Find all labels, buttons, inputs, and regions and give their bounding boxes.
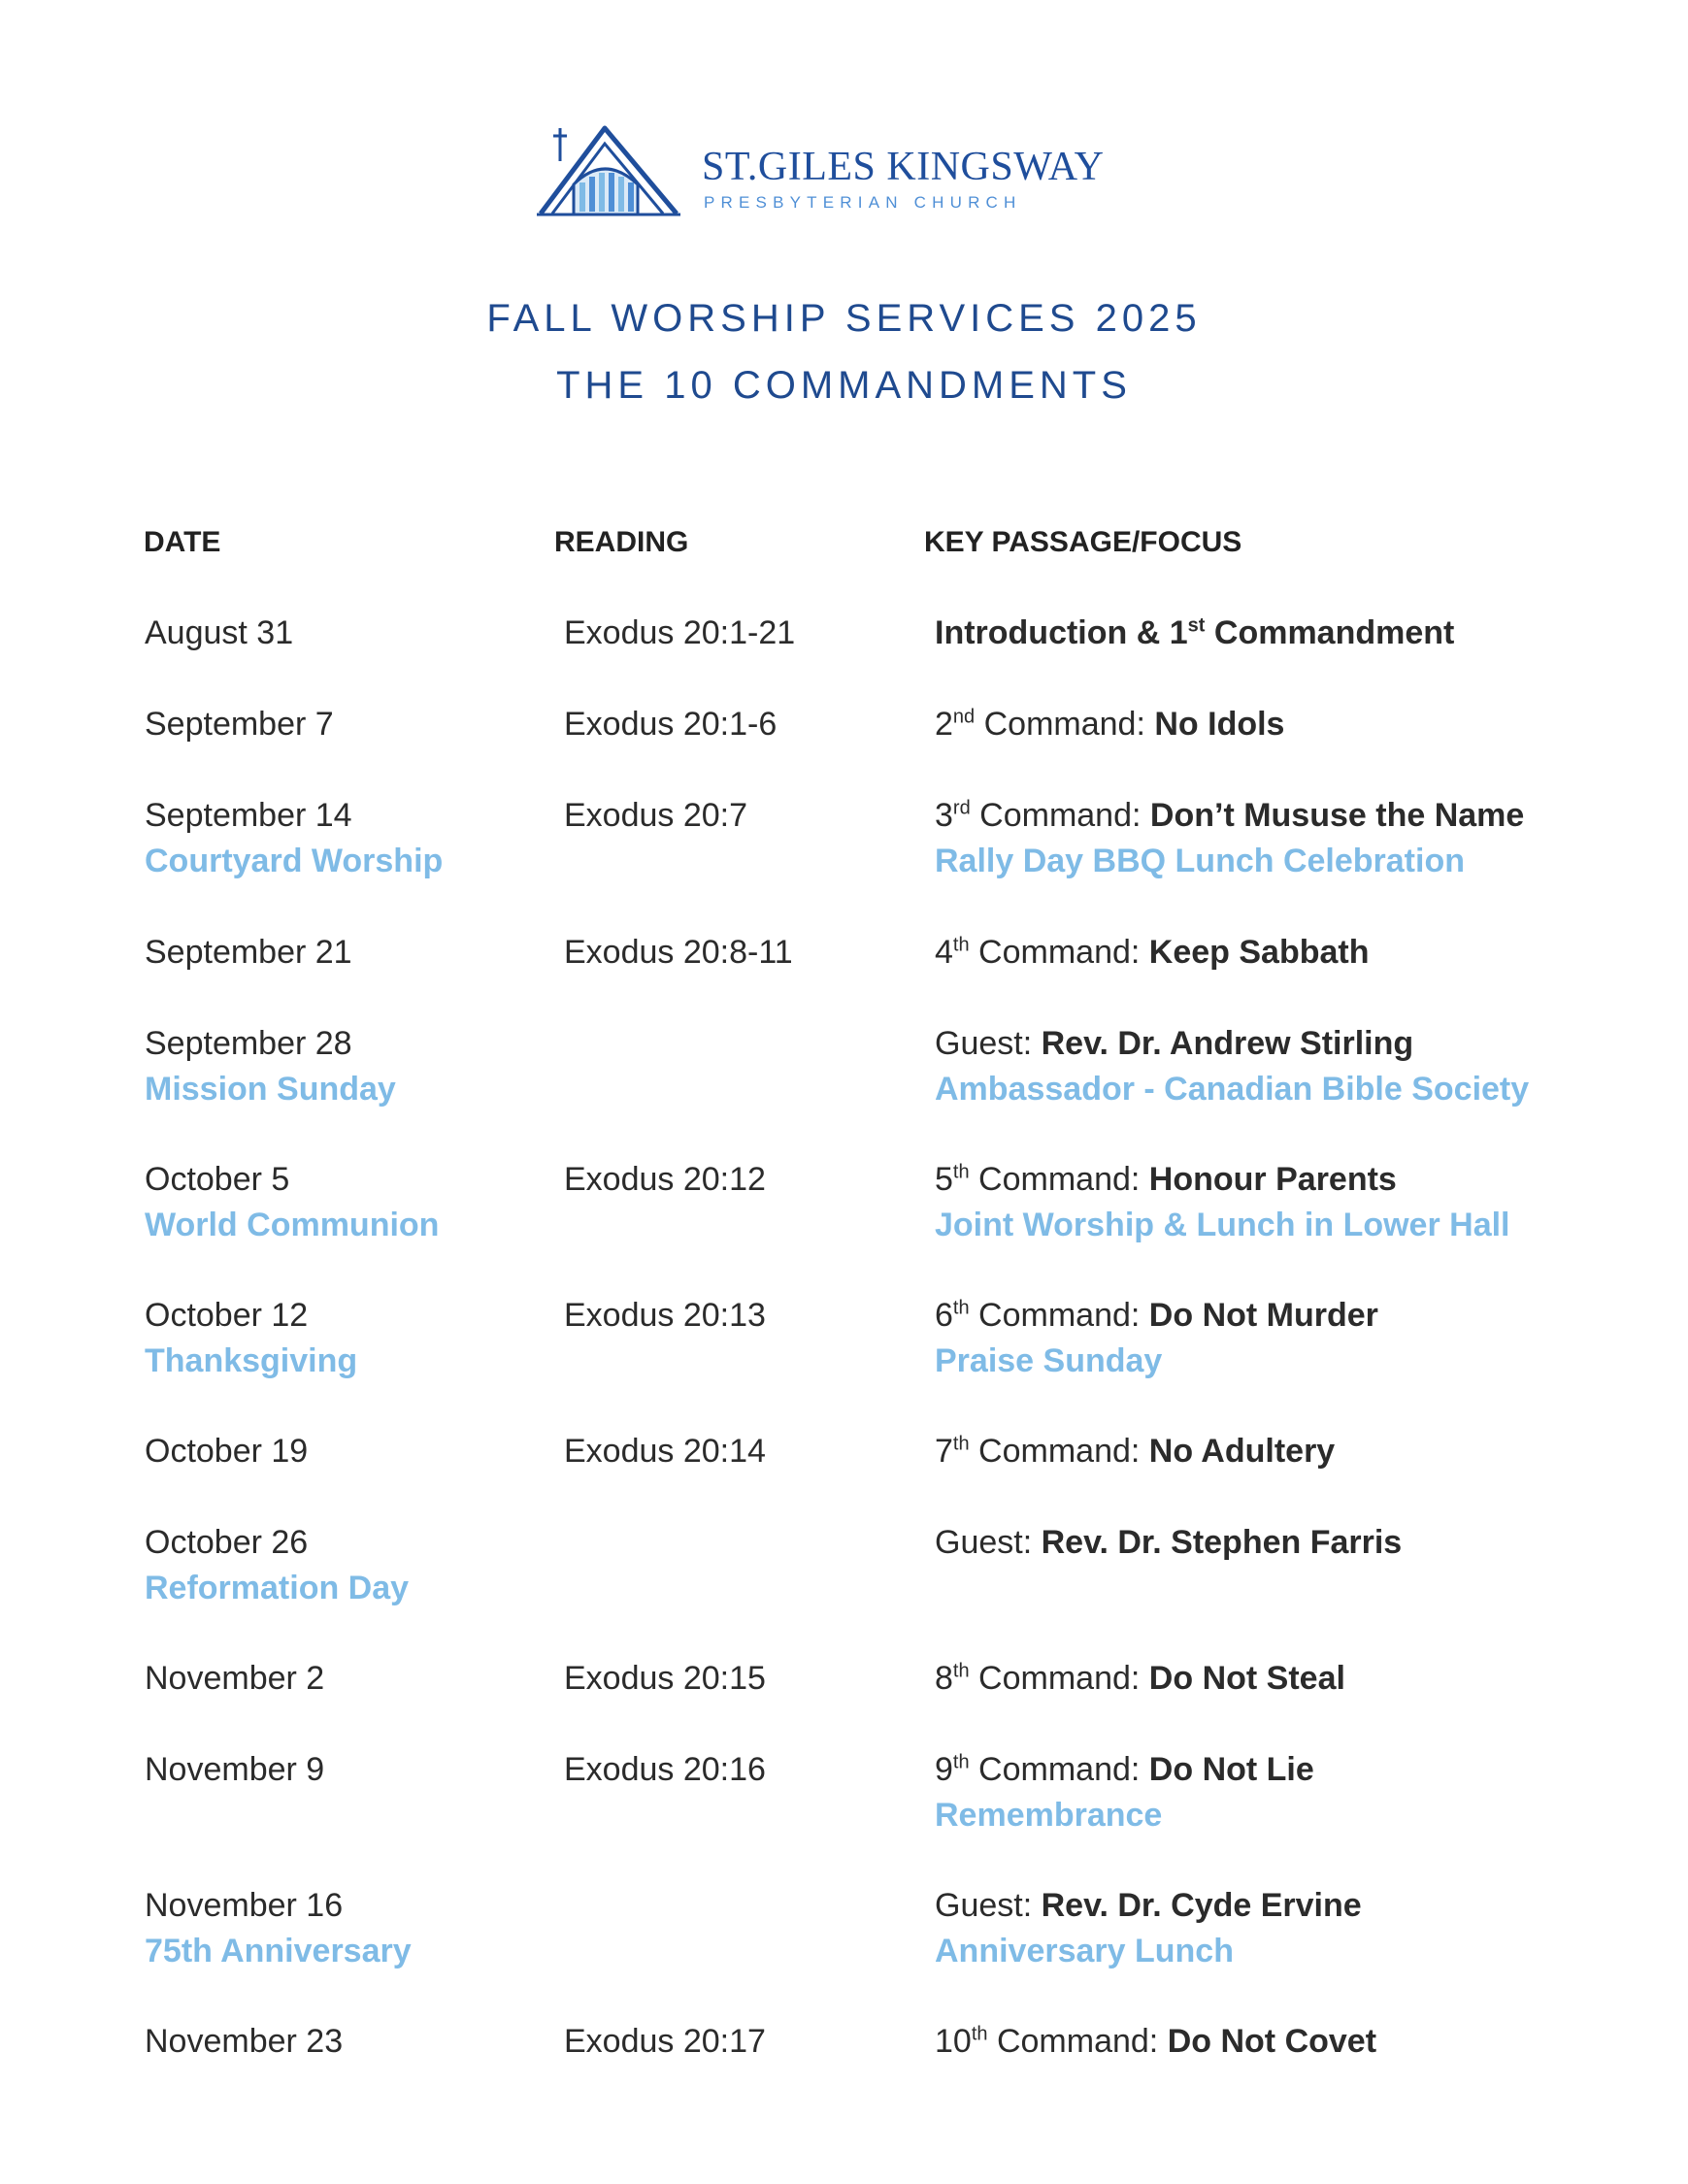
- focus-note: Joint Worship & Lunch in Lower Hall: [935, 1207, 1510, 1243]
- schedule-row: [0, 793, 1688, 880]
- focus-prefix: Command:: [987, 2023, 1168, 2060]
- focus: [935, 1656, 1345, 1702]
- reading: Exodus 20:1-6: [564, 706, 778, 743]
- reading: Exodus 20:7: [564, 797, 748, 834]
- focus-text: Rev. Dr. Stephen Farris: [1041, 1524, 1403, 1561]
- focus-text: Rev. Dr. Andrew Stirling: [1041, 1025, 1414, 1062]
- focus-text: Commandment: [1205, 614, 1455, 651]
- church-building-icon: [537, 124, 682, 217]
- focus-text: Do Not Lie: [1148, 1751, 1314, 1788]
- column-header-reading: READING: [554, 526, 689, 558]
- page-subtitle: THE 10 COMMANDMENTS: [556, 364, 1132, 407]
- focus-prefix: Command:: [975, 706, 1155, 743]
- command-number: 7: [935, 1433, 953, 1470]
- schedule-row: [0, 611, 1688, 698]
- focus: [935, 1520, 1402, 1566]
- date-text: October 26: [145, 1524, 309, 1561]
- focus-prefix: Guest:: [935, 1524, 1042, 1561]
- focus: [935, 611, 1454, 656]
- focus-prefix: Command:: [969, 1433, 1149, 1470]
- schedule-row: [0, 1157, 1688, 1244]
- service-date: [145, 611, 293, 656]
- service-date: [145, 1429, 308, 1474]
- command-number: 6: [935, 1297, 953, 1334]
- focus-text: Do Not Murder: [1148, 1297, 1378, 1334]
- ordinal-suffix: th: [971, 2023, 988, 2045]
- focus: [935, 1021, 1529, 1112]
- focus-prefix: Command:: [969, 1751, 1149, 1788]
- schedule-row: [0, 1656, 1688, 1743]
- service-date: [145, 1747, 324, 1793]
- church-subtitle: PRESBYTERIAN CHURCH: [704, 193, 1022, 212]
- ordinal-suffix: nd: [952, 706, 976, 728]
- service-date: [145, 930, 352, 976]
- focus: [935, 702, 1284, 747]
- focus: [935, 1157, 1510, 1248]
- focus: [935, 2019, 1376, 2065]
- reading: Exodus 20:13: [564, 1297, 766, 1334]
- focus-note: Rally Day BBQ Lunch Celebration: [935, 843, 1465, 879]
- ordinal-suffix: th: [952, 1161, 970, 1183]
- focus: [935, 930, 1370, 976]
- ordinal-suffix: th: [952, 1660, 970, 1682]
- command-number: 5: [935, 1161, 953, 1198]
- schedule-row: [0, 2019, 1688, 2106]
- reading: Exodus 20:14: [564, 1433, 766, 1470]
- focus-prefix: Command:: [969, 1161, 1149, 1198]
- date-text: November 23: [145, 2023, 344, 2060]
- date-note: Courtyard Worship: [145, 843, 444, 879]
- focus-text: No Adultery: [1148, 1433, 1336, 1470]
- service-date: [145, 1293, 357, 1384]
- focus-note: Praise Sunday: [935, 1342, 1163, 1379]
- church-logo: [537, 124, 1158, 217]
- service-date: [145, 1157, 439, 1248]
- date-note: Thanksgiving: [145, 1342, 358, 1379]
- service-date: [145, 702, 334, 747]
- focus-text: Honour Parents: [1148, 1161, 1397, 1198]
- reading: Exodus 20:17: [564, 2023, 766, 2060]
- focus: [935, 1293, 1378, 1384]
- reading: Exodus 20:16: [564, 1751, 766, 1788]
- command-number: 2: [935, 706, 953, 743]
- schedule-row: [0, 1293, 1688, 1380]
- command-number: 4: [935, 934, 953, 971]
- date-text: November 2: [145, 1660, 325, 1697]
- schedule-row: [0, 1747, 1688, 1835]
- date-text: October 5: [145, 1161, 290, 1198]
- service-date: [145, 1021, 396, 1112]
- command-number: 8: [935, 1660, 953, 1697]
- reading: Exodus 20:8-11: [564, 934, 793, 971]
- command-number: 3: [935, 797, 953, 834]
- date-text: September 21: [145, 934, 352, 971]
- schedule-row: [0, 702, 1688, 789]
- focus-prefix: Guest:: [935, 1887, 1042, 1924]
- service-date: [145, 793, 443, 884]
- focus-text: Do Not Steal: [1148, 1660, 1345, 1697]
- focus-text: Rev. Dr. Cyde Ervine: [1041, 1887, 1362, 1924]
- focus-prefix: Guest:: [935, 1025, 1042, 1062]
- date-text: September 14: [145, 797, 352, 834]
- focus-prefix: Command:: [969, 934, 1149, 971]
- focus-note: Ambassador - Canadian Bible Society: [935, 1071, 1530, 1108]
- date-text: November 9: [145, 1751, 325, 1788]
- date-note: 75th Anniversary: [145, 1933, 412, 1969]
- column-header-focus: KEY PASSAGE/FOCUS: [924, 526, 1242, 558]
- focus-text: Do Not Covet: [1167, 2023, 1377, 2060]
- ordinal-suffix: st: [1187, 614, 1206, 637]
- ordinal-suffix: th: [952, 1433, 970, 1455]
- focus-prefix: Command:: [969, 1297, 1149, 1334]
- focus-text: No Idols: [1154, 706, 1285, 743]
- date-text: November 16: [145, 1887, 344, 1924]
- ordinal-suffix: th: [952, 934, 970, 956]
- schedule-row: [0, 1520, 1688, 1607]
- focus-prefix: Command:: [970, 797, 1150, 834]
- reading: Exodus 20:1-21: [564, 614, 796, 651]
- focus-text: Keep Sabbath: [1148, 934, 1370, 971]
- focus: [935, 1883, 1362, 1974]
- focus: [935, 1429, 1335, 1474]
- command-number: 9: [935, 1751, 953, 1788]
- focus: [935, 793, 1524, 884]
- ordinal-suffix: rd: [952, 797, 971, 819]
- service-date: [145, 1883, 412, 1974]
- date-text: September 7: [145, 706, 334, 743]
- schedule-row: [0, 1021, 1688, 1109]
- date-text: September 28: [145, 1025, 352, 1062]
- focus: [935, 1747, 1314, 1838]
- church-name: ST.GILES KINGSWAY: [702, 145, 1105, 189]
- schedule-row: [0, 930, 1688, 1017]
- date-note: Reformation Day: [145, 1570, 410, 1606]
- focus-text: Don’t Mususe the Name: [1149, 797, 1525, 834]
- date-text: August 31: [145, 614, 294, 651]
- reading: Exodus 20:15: [564, 1660, 766, 1697]
- focus-note: Anniversary Lunch: [935, 1933, 1234, 1969]
- command-number: 10: [935, 2023, 972, 2060]
- column-header-date: DATE: [144, 526, 221, 558]
- focus-prefix: Command:: [969, 1660, 1149, 1697]
- date-note: World Communion: [145, 1207, 440, 1243]
- date-text: October 19: [145, 1433, 309, 1470]
- service-date: [145, 1520, 409, 1611]
- date-text: October 12: [145, 1297, 309, 1334]
- focus-text: Introduction & 1: [935, 614, 1188, 651]
- service-date: [145, 2019, 343, 2065]
- date-note: Mission Sunday: [145, 1071, 396, 1108]
- service-date: [145, 1656, 324, 1702]
- ordinal-suffix: th: [952, 1751, 970, 1773]
- schedule-row: [0, 1883, 1688, 1970]
- schedule-row: [0, 1429, 1688, 1516]
- page-title: FALL WORSHIP SERVICES 2025: [486, 297, 1202, 340]
- reading: Exodus 20:12: [564, 1161, 766, 1198]
- focus-note: Remembrance: [935, 1797, 1163, 1834]
- ordinal-suffix: th: [952, 1297, 970, 1319]
